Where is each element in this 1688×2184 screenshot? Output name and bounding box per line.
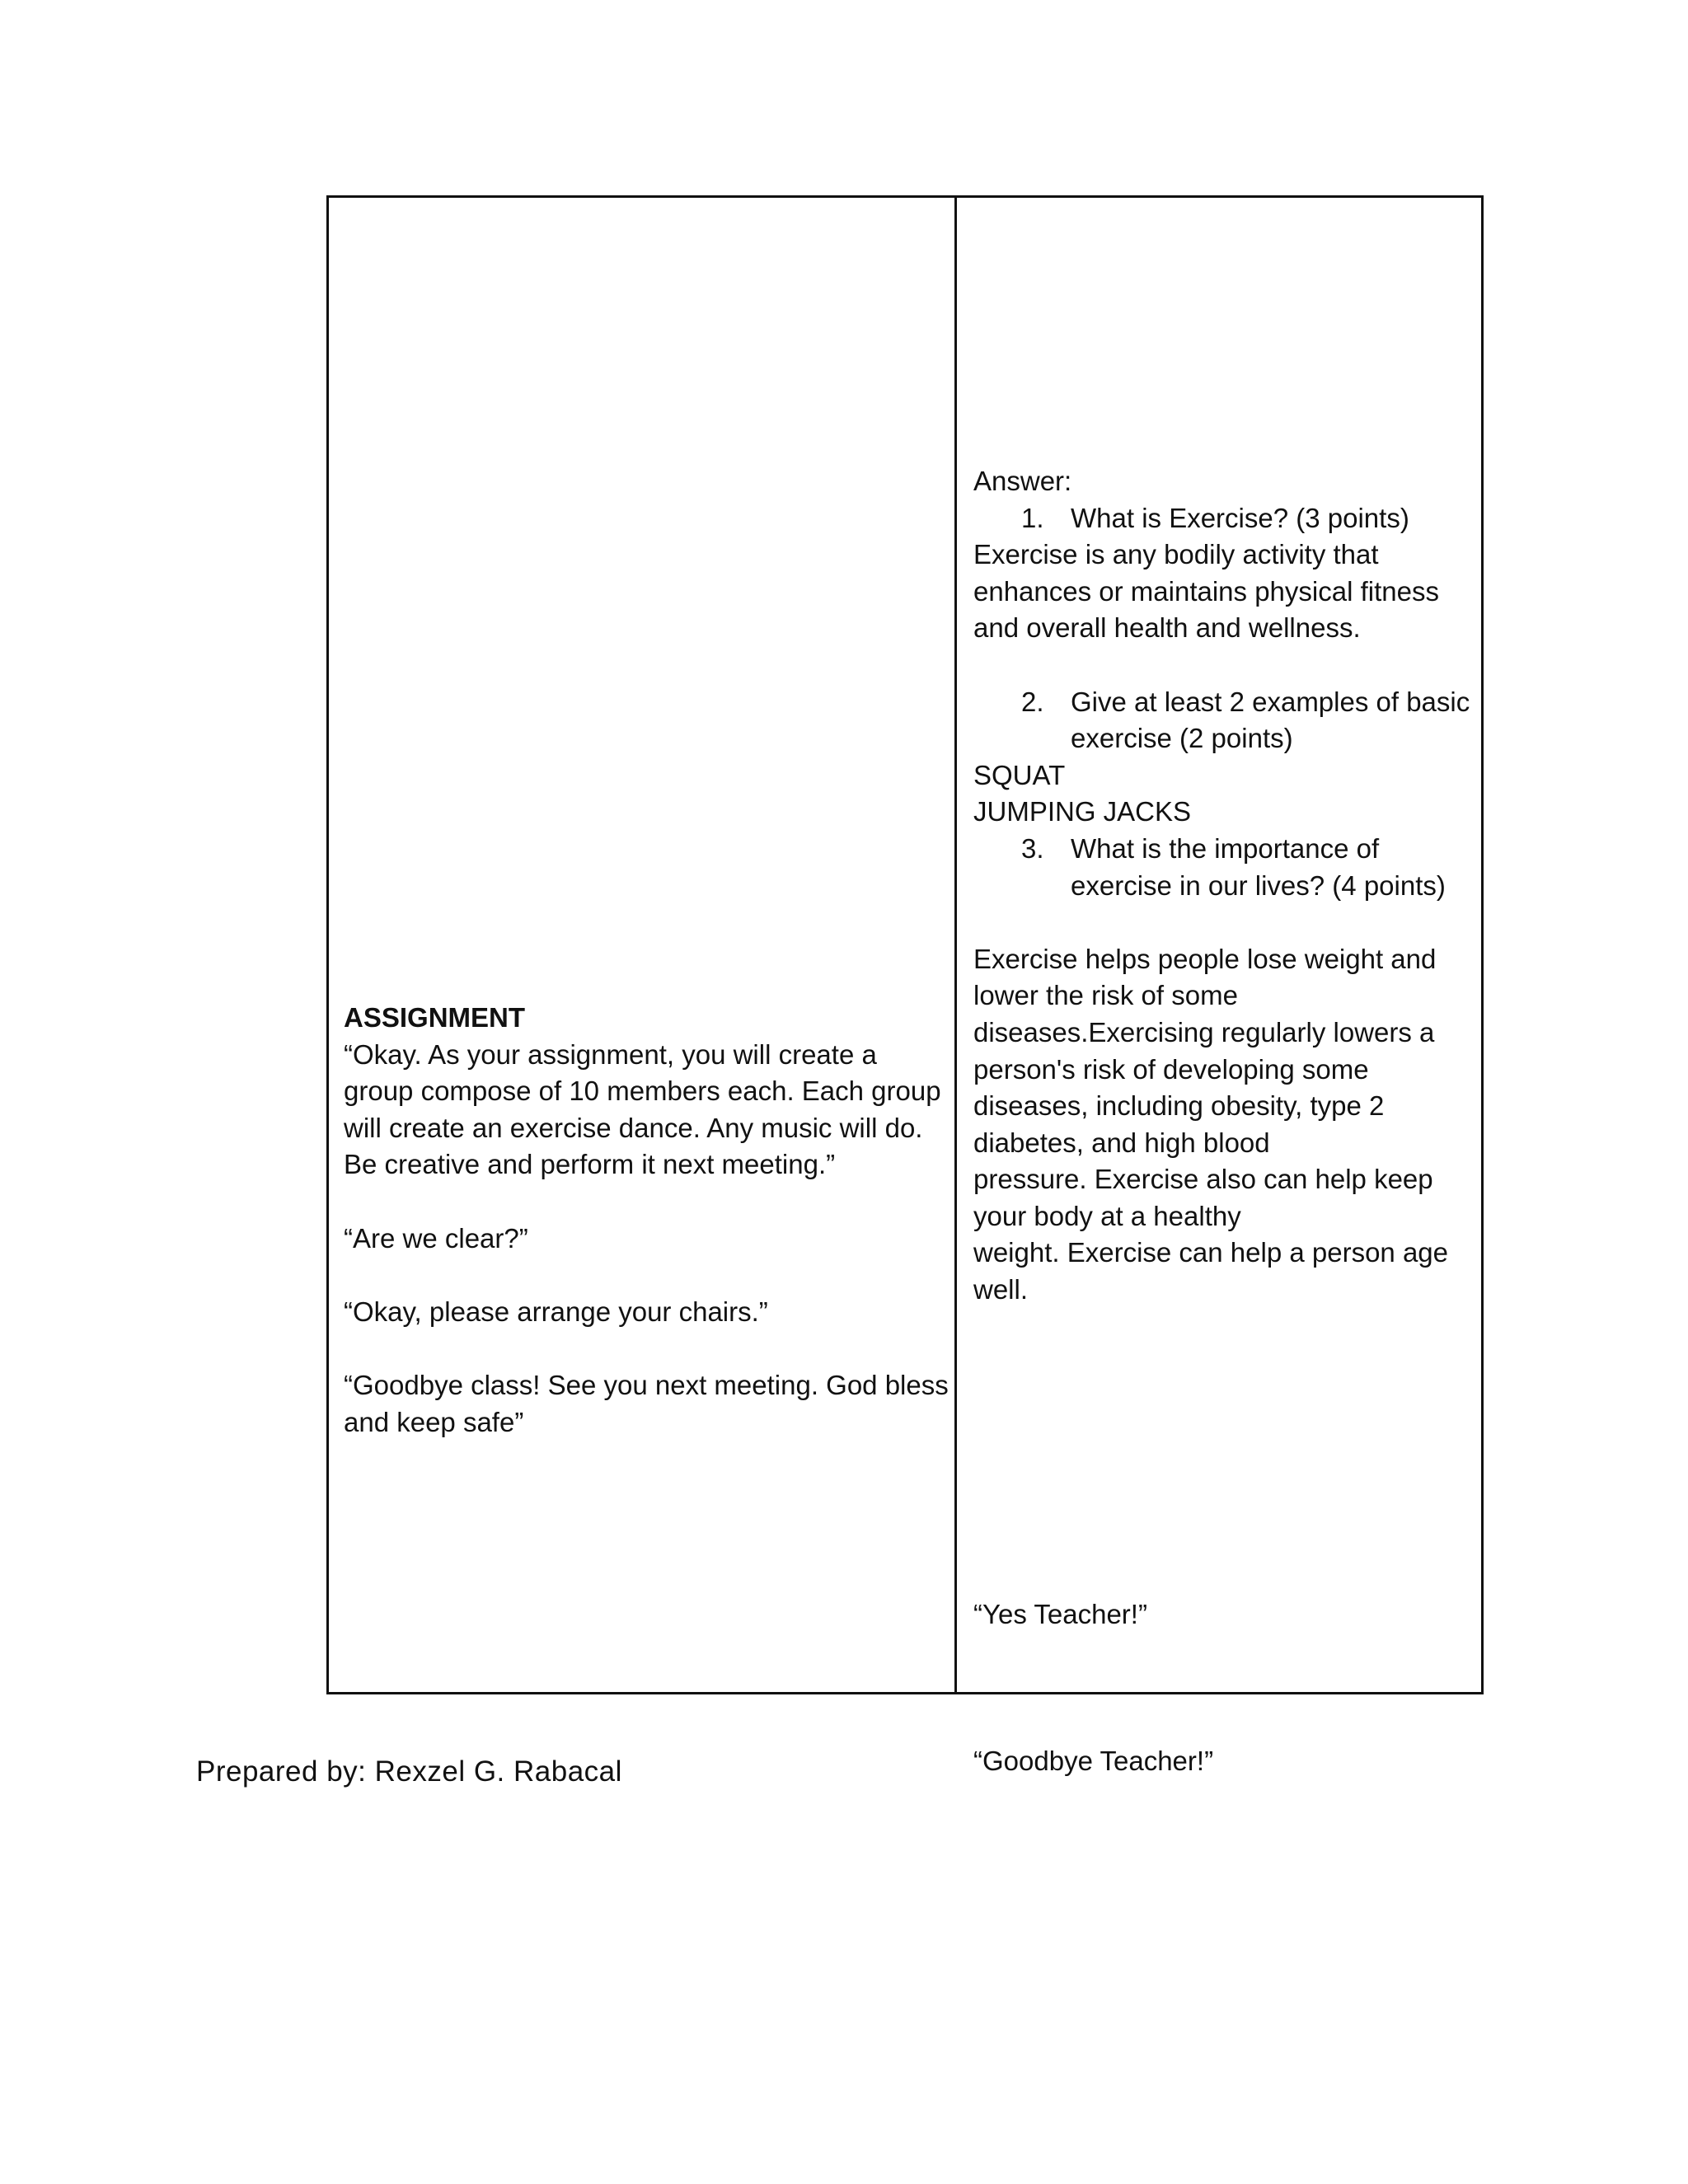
question-number: 2. xyxy=(1021,686,1044,717)
question-list xyxy=(973,831,1484,904)
question-item xyxy=(973,831,1484,904)
question-number: 1. xyxy=(1021,502,1044,533)
question-item xyxy=(973,684,1484,757)
answer-text: Exercise helps people lose weight and lower the risk of some diseases.Exercising regularly lowers a person's risk of developing some diseases, including obesity, type 2 diabetes, and high blood pressure. Exercise also can help keep your body at a healthy weight. Exercise can help a person age well. xyxy=(973,943,1449,1305)
question-list xyxy=(973,684,1484,757)
question-number: 3. xyxy=(1021,832,1044,864)
answer-text: JUMPING JACKS xyxy=(973,796,1192,827)
student-reply-goodbye: “Goodbye Teacher!” xyxy=(973,1746,1214,1776)
answer-text: SQUAT xyxy=(973,759,1066,790)
assignment-block xyxy=(344,1000,954,1441)
question-text: What is Exercise? (3 points) xyxy=(1071,502,1409,533)
assignment-heading: ASSIGNMENT xyxy=(344,1002,526,1033)
goodbye-class-text: “Goodbye class! See you next meeting. God bless and keep safe” xyxy=(344,1369,949,1437)
student-reply-yes: “Yes Teacher!” xyxy=(973,1599,1147,1629)
answers-block xyxy=(973,463,1484,1309)
question-text: What is the importance of exercise in our lives? (4 points) xyxy=(1071,832,1446,901)
teacher-activity-column xyxy=(329,198,957,1692)
question-text: Give at least 2 examples of basic exercise (2 points) xyxy=(1071,686,1470,754)
question-list xyxy=(973,500,1484,537)
assignment-instructions: “Okay. As your assignment, you will create a group compose of 10 members each. Each group will create an exercise dance. Any music will do. Be creative and perform it next meeting.” xyxy=(344,1038,941,1180)
answer-text: Exercise is any bodily activity that enhances or maintains physical fitness and overall health and wellness. xyxy=(973,539,1439,644)
lesson-table xyxy=(326,195,1484,1776)
student-activity-column xyxy=(957,198,1481,1776)
answer-label: Answer: xyxy=(973,466,1072,496)
are-we-clear-text: “Are we clear?” xyxy=(344,1222,528,1254)
arrange-chairs-text: “Okay, please arrange your chairs.” xyxy=(344,1296,768,1327)
prepared-by-line: Prepared by: Rexzel G. Rabacal xyxy=(196,1755,622,1788)
question-item xyxy=(973,500,1484,537)
